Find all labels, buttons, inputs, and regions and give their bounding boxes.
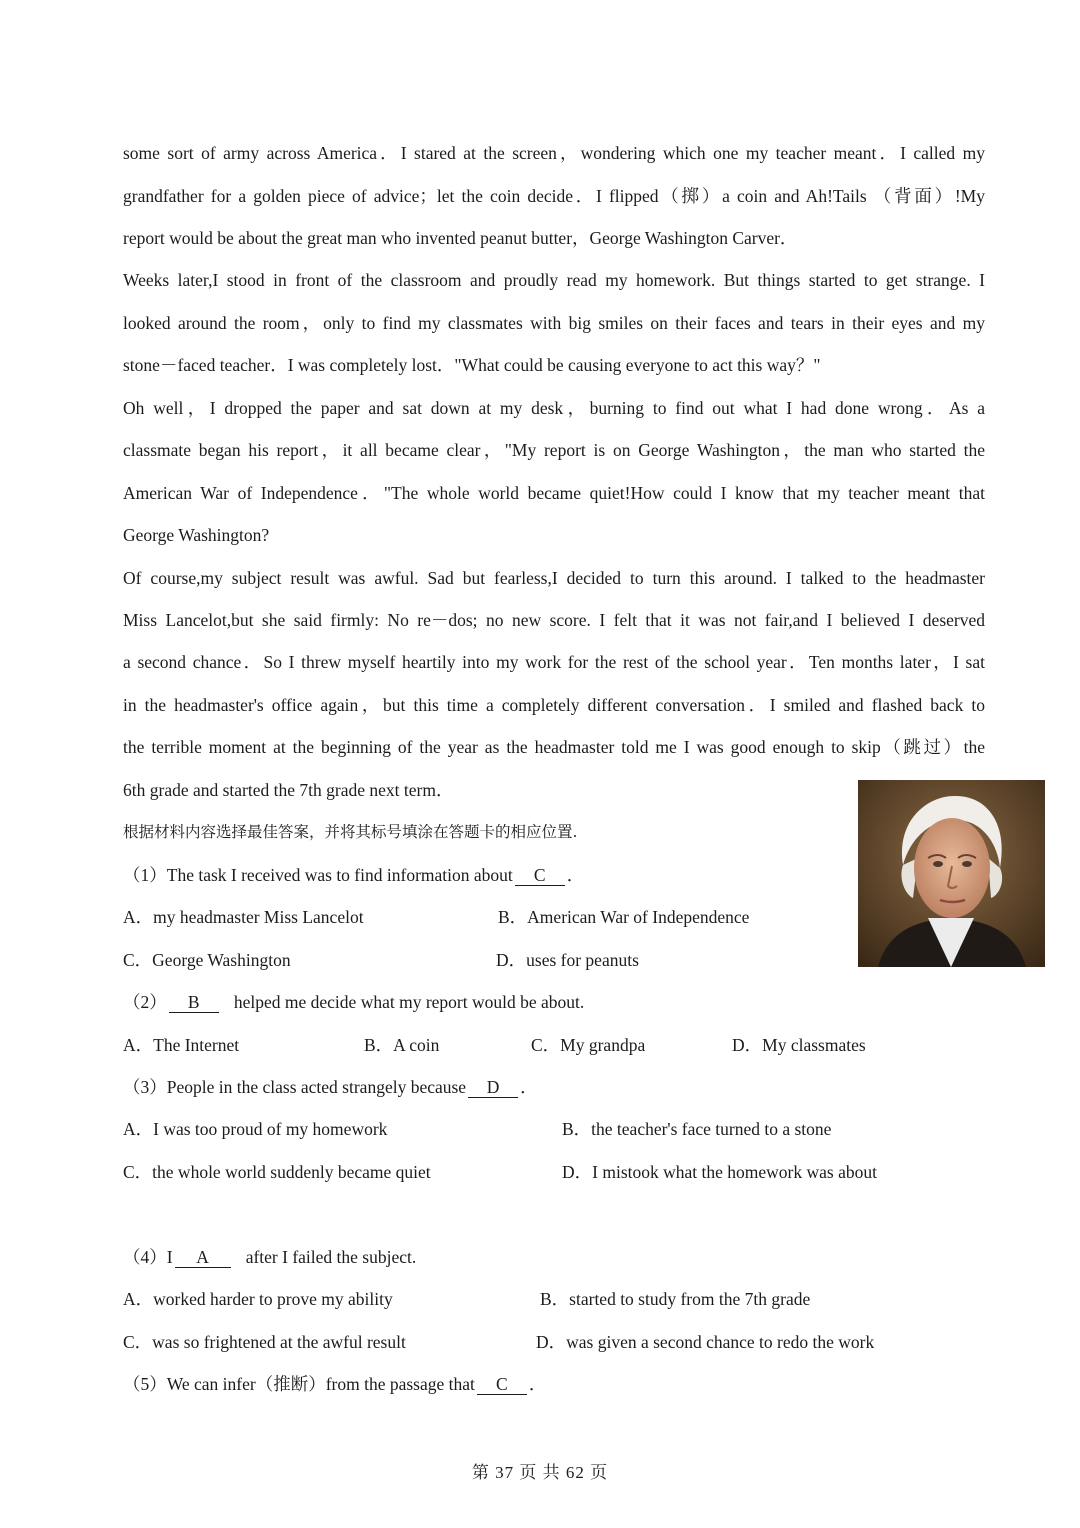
option-c: C．My grandpa [531,1035,646,1055]
answer-blank: D [468,1077,518,1098]
option-d: D．uses for peanuts [496,950,639,970]
option-d: D．I mistook what the homework was about [562,1162,877,1182]
option-a: A．The Internet [123,1035,240,1055]
question-stem-end: ． [528,1374,547,1394]
passage-line: grandfather for a golden piece of advice；let the coin decide．I flipped（掷）a coin and Ah!Tails （背面）!My [123,186,985,206]
passage-line: Miss Lancelot,but she said firmly: No re－dos; no new score. I felt that it was not fair,and I believed I deserved [123,610,985,630]
option-b: B．started to study from the 7th grade [540,1289,811,1309]
passage-line: Oh well，I dropped the paper and sat down at my desk，burning to find out what I had done wrong．As a [123,398,985,418]
instruction-text: 根据材料内容选择最佳答案，并将其标号填涂在答题卡的相应位置. [123,823,578,841]
option-d: D．My classmates [732,1035,866,1055]
question-4 [123,1245,985,1269]
passage-line: Of course,my subject result was awful. Sad but fearless,I decided to turn this around. I talked to the headmaster [123,568,985,588]
answer-blank: A [175,1247,231,1268]
passage-line: in the headmaster's office again，but this time a completely different conversation．I smiled and flashed back to [123,695,985,715]
passage-line: American War of Independence．"The whole world became quiet!How could I know that my teacher meant that [123,483,985,503]
question-stem-end: helped me decide what my report would be about. [233,992,585,1012]
option-b: B．A coin [364,1035,440,1055]
question-1 [123,863,985,887]
option-b: B．the teacher's face turned to a stone [562,1119,832,1139]
passage-line: some sort of army across America．I stared at the screen，wondering which one my teacher meant．I called my [123,143,985,163]
passage-line: report would be about the great man who invented peanut butter，George Washington Carver． [123,228,798,248]
question-stem: （3）People in the class acted strangely because [123,1077,467,1097]
passage-line: looked around the room，only to find my classmates with big smiles on their faces and tears in their eyes and my [123,313,985,333]
question-stem: （5）We can infer（推断）from the passage that [123,1374,475,1394]
passage-line: the terrible moment at the beginning of the year as the headmaster told me I was good enough to skip（跳过）the [123,737,985,757]
question-stem-end: ． [566,865,585,885]
question-2 [123,990,985,1014]
option-a: A．my headmaster Miss Lancelot [123,907,364,927]
option-a: A．worked harder to prove my ability [123,1289,393,1309]
passage-line: 6th grade and started the 7th grade next term． [123,780,454,800]
question-stem-end: ． [520,1077,538,1097]
option-d: D．was given a second chance to redo the work [536,1332,875,1352]
option-a: A．I was too proud of my homework [123,1119,388,1139]
option-b: B．American War of Independence [498,907,750,927]
passage-line: Weeks later,I stood in front of the classroom and proudly read my homework. But things started to get strange. I [123,270,985,290]
question-3 [123,1075,985,1099]
answer-blank: C [515,865,565,886]
answer-blank: C [477,1374,527,1395]
option-c: C．was so frightened at the awful result [123,1332,406,1352]
question-stem: （2） [123,992,167,1012]
passage-line: classmate began his report，it all became clear，"My report is on George Washington，the man who started the [123,440,985,460]
question-stem-end: after I failed the subject. [245,1247,417,1267]
question-5 [123,1372,985,1396]
option-c: C．the whole world suddenly became quiet [123,1162,431,1182]
passage-line: a second chance．So I threw myself heartily into my work for the rest of the school year．Ten months later，I sat [123,652,985,672]
option-c: C．George Washington [123,950,291,970]
question-stem: （4）I [123,1247,173,1267]
question-stem: （1）The task I received was to find information about [123,865,513,885]
page-number-footer: 第 37 页 共 62 页 [471,1463,609,1482]
passage-line: stone－faced teacher．I was completely lost．"What could be causing everyone to act this way？" [123,355,821,375]
answer-blank: B [169,992,219,1013]
passage-line: George Washington? [123,525,270,545]
